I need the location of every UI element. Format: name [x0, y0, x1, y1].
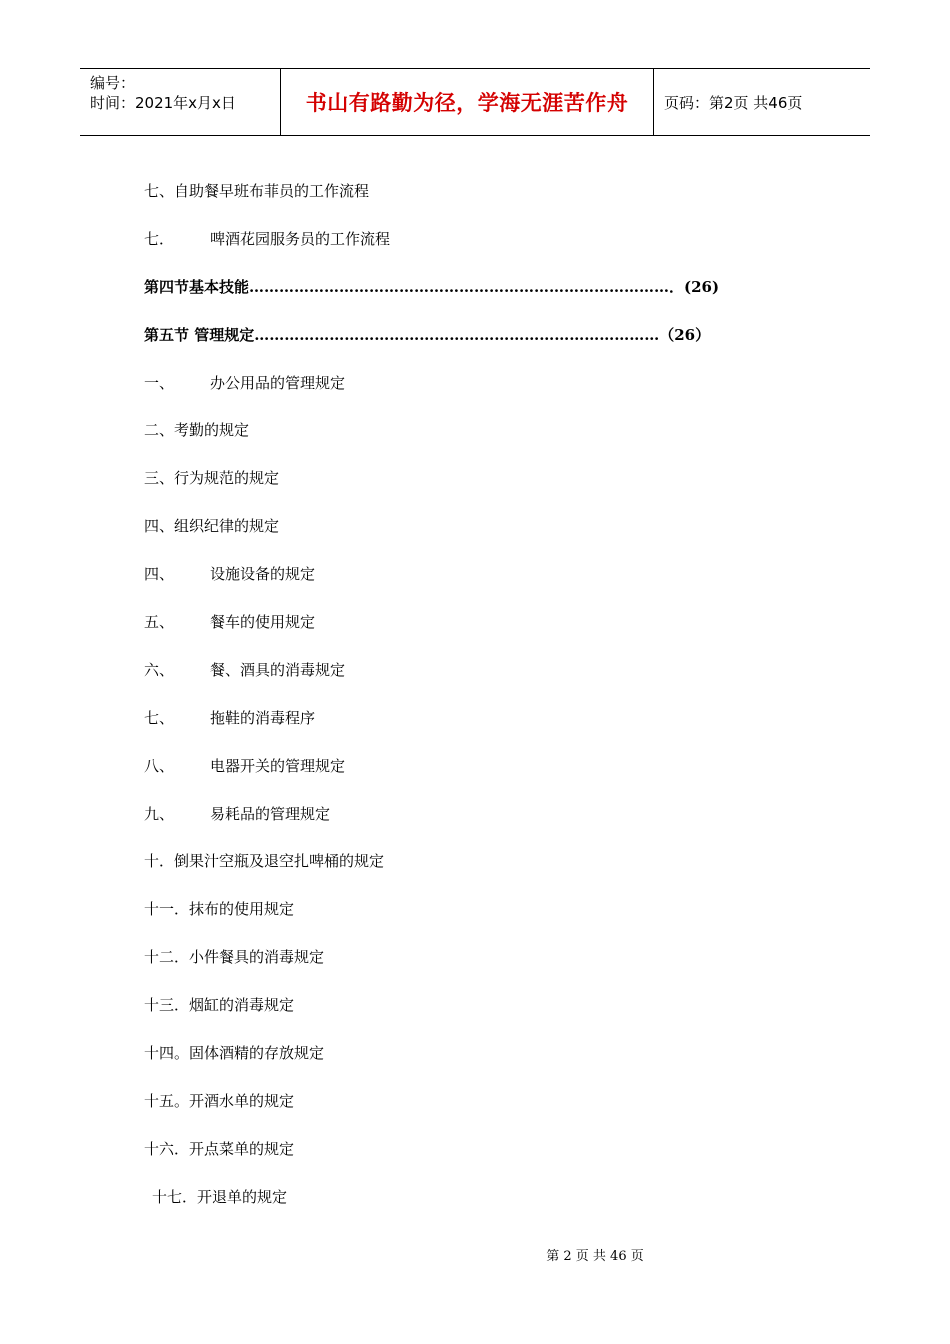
toc-item-number: 七、 — [144, 708, 175, 727]
toc-item-text: 倒果汁空瓶及退空扎啤桶的规定 — [174, 852, 385, 871]
toc-item-text: 易耗品的管理规定 — [210, 804, 331, 823]
toc-item-number: 七、 — [144, 182, 175, 200]
toc-item-text: 电器开关的管理规定 — [210, 756, 346, 775]
toc-item-number: 四、 — [144, 565, 175, 584]
toc-item-number: 一、 — [144, 373, 175, 392]
toc-item-text: 固体酒精的存放规定 — [189, 1044, 325, 1063]
toc-item-number: 十六． — [144, 1139, 190, 1158]
toc-item — [144, 703, 784, 751]
toc-item-text: 设施设备的规定 — [210, 565, 316, 584]
footer-page-number: 第 2 页 共 46 页 — [546, 1249, 644, 1264]
toc-item — [144, 224, 784, 272]
toc-item — [144, 559, 784, 607]
header-meta-cell — [80, 69, 281, 135]
toc-item-number: 三、 — [144, 469, 175, 488]
toc-item — [144, 846, 784, 894]
toc-item — [144, 368, 784, 416]
toc-item-number: 十三． — [144, 996, 190, 1015]
toc-item — [144, 1086, 784, 1134]
toc-item-text: 组织纪律的规定 — [174, 517, 280, 536]
serial-number-label: 编号： — [90, 74, 136, 92]
toc-item — [144, 176, 784, 224]
toc-item — [144, 751, 784, 799]
toc-item-text: 啤酒花园服务员的工作流程 — [210, 229, 391, 248]
toc-item-number: 七． — [144, 229, 175, 248]
toc-item-text: 抹布的使用规定 — [189, 900, 295, 919]
toc-item — [144, 655, 784, 703]
toc-section-heading — [144, 272, 784, 320]
header-motto-cell — [281, 69, 654, 135]
toc-item-text: 开酒水单的规定 — [189, 1091, 295, 1110]
table-of-contents — [144, 176, 784, 1230]
toc-item-number: 十． — [144, 852, 175, 871]
toc-item — [144, 1182, 784, 1230]
motto-text: 书山有路勤为径，学海无涯苦作舟 — [305, 91, 629, 115]
toc-item — [144, 942, 784, 990]
toc-item-text: 小件餐具的消毒规定 — [189, 948, 325, 967]
toc-item — [144, 799, 784, 847]
toc-item-text: 开退单的规定 — [197, 1187, 288, 1206]
toc-item-number: 六、 — [144, 660, 175, 679]
toc-item — [144, 894, 784, 942]
toc-item — [144, 607, 784, 655]
toc-item — [144, 1134, 784, 1182]
toc-item-number: 十一． — [144, 900, 190, 919]
date-label: 时间：2021年x月x日 — [90, 94, 236, 112]
toc-item-text: 开点菜单的规定 — [189, 1139, 295, 1158]
toc-item-number: 九、 — [144, 804, 175, 823]
toc-item — [144, 463, 784, 511]
header-page-cell — [654, 69, 870, 135]
toc-item-text: 考勤的规定 — [174, 421, 250, 440]
toc-item-text: 办公用品的管理规定 — [210, 373, 346, 392]
toc-item-number: 十五。 — [144, 1091, 190, 1110]
page-info-text: 页码：第2页 共46页 — [664, 93, 803, 112]
toc-item-number: 二、 — [144, 421, 175, 440]
toc-item-text: 行为规范的规定 — [174, 469, 280, 488]
toc-item-number: 五、 — [144, 613, 175, 632]
toc-item-number: 四、 — [144, 517, 175, 536]
toc-item-number: 十二． — [144, 948, 190, 967]
toc-item-text: 烟缸的消毒规定 — [189, 996, 295, 1015]
toc-item-number: 十七． — [152, 1187, 198, 1206]
toc-item — [144, 511, 784, 559]
toc-item-text: 自助餐早班布菲员的工作流程 — [174, 182, 370, 200]
page-header — [80, 68, 870, 136]
toc-item-text: 餐、酒具的消毒规定 — [210, 660, 346, 679]
toc-item-text: 拖鞋的消毒程序 — [210, 708, 316, 727]
page-footer — [0, 1245, 950, 1264]
toc-item-number: 十四。 — [144, 1044, 190, 1063]
toc-item-number: 八、 — [144, 756, 175, 775]
toc-section-heading — [144, 320, 784, 368]
toc-item — [144, 1038, 784, 1086]
toc-section-text: 第五节 管理规定………………………………………………………………………（26） — [144, 325, 711, 344]
toc-item — [144, 415, 784, 463]
toc-item-text: 餐车的使用规定 — [210, 613, 316, 632]
toc-section-text: 第四节基本技能…………………………………………………………………………．(26) — [144, 277, 720, 296]
toc-item — [144, 990, 784, 1038]
